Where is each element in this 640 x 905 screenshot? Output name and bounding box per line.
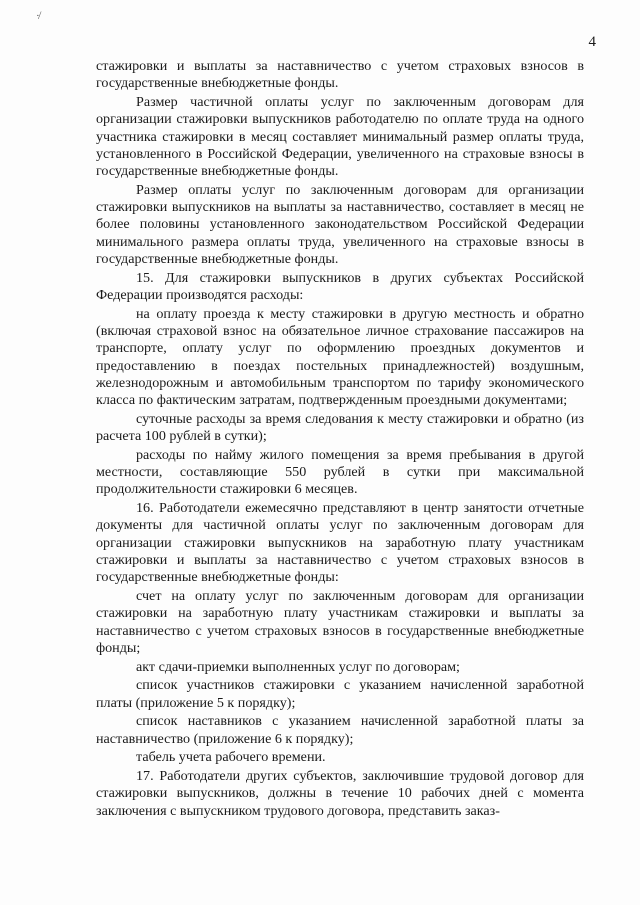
corner-mark: ·̸: [36, 10, 40, 22]
paragraph: список наставников с указанием начисленной заработной платы за наставничество (приложение 6 к порядку);: [96, 713, 584, 747]
paragraph: Размер оплаты услуг по заключенным договорам для организации стажировки выпускников на выплаты за наставничество, составляет в месяц не более половины установленного законодательством Российской Федерации минимального размера оплаты труда, увеличенного на страховые взносы в государственные внебюджетные фонды.: [96, 181, 584, 268]
paragraph: 16. Работодатели ежемесячно представляют в центр занятости отчетные документы для частичной оплаты услуг по заключенным договорам для организации стажировки выпускников на заработную плату участникам стажировки и выплаты за наставничество с учетом страховых взносов в государственные внебюджетные фонды:: [96, 500, 584, 586]
paragraph: акт сдачи-приемки выполненных услуг по договорам;: [136, 658, 460, 675]
document-body: [96, 58, 584, 820]
paragraph: список участников стажировки с указанием начисленной заработной платы (приложение 5 к порядку);: [96, 677, 584, 711]
paragraph: 17. Работодатели других субъектов, заключившие трудовой договор для стажировки выпускников, должны в течение 10 рабочих дней с момента заключения с выпускником трудового договора, представить заказ-: [96, 767, 584, 819]
paragraph: Размер частичной оплаты услуг по заключенным договорам для организации стажировки выпускников работодателю по оплате труда на одного участника стажировки в месяц составляет минимальный размер оплаты труда, установленного в Российской Федерации, увеличенного на страховые взносы в государственные внебюджетные фонды.: [96, 93, 584, 180]
page-number: 4: [588, 34, 596, 50]
paragraph: расходы по найму жилого помещения за время пребывания в другой местности, составляющие 550 рублей в сутки при максимальной продолжительности стажировки 6 месяцев.: [96, 446, 584, 498]
paragraph: на оплату проезда к месту стажировки в другую местность и обратно (включая страховой взнос на обязательное личное страхование пассажиров на транспорте, оплату услуг по оформлению проездных документов и предоставлению в поездах постельных принадлежностей) воздушным, железнодорожным и автомобильным транспортом по тарифу экономического класса по фактическим затратам, подтвержденным проездными документами;: [96, 305, 584, 409]
paragraph: стажировки и выплаты за наставничество с учетом страховых взносов в государственные внебюджетные фонды.: [96, 58, 584, 92]
paragraph: счет на оплату услуг по заключенным договорам для организации стажировки на заработную плату участникам стажировки и выплаты за наставничество с учетом страховых взносов в государственные внебюджетные фонды;: [96, 588, 584, 656]
paragraph: 15. Для стажировки выпускников в других субъектах Российской Федерации производятся расходы:: [96, 269, 584, 304]
paragraph: суточные расходы за время следования к месту стажировки и обратно (из расчета 100 рублей в сутки);: [96, 410, 584, 445]
paragraph: табель учета рабочего времени.: [136, 749, 326, 766]
